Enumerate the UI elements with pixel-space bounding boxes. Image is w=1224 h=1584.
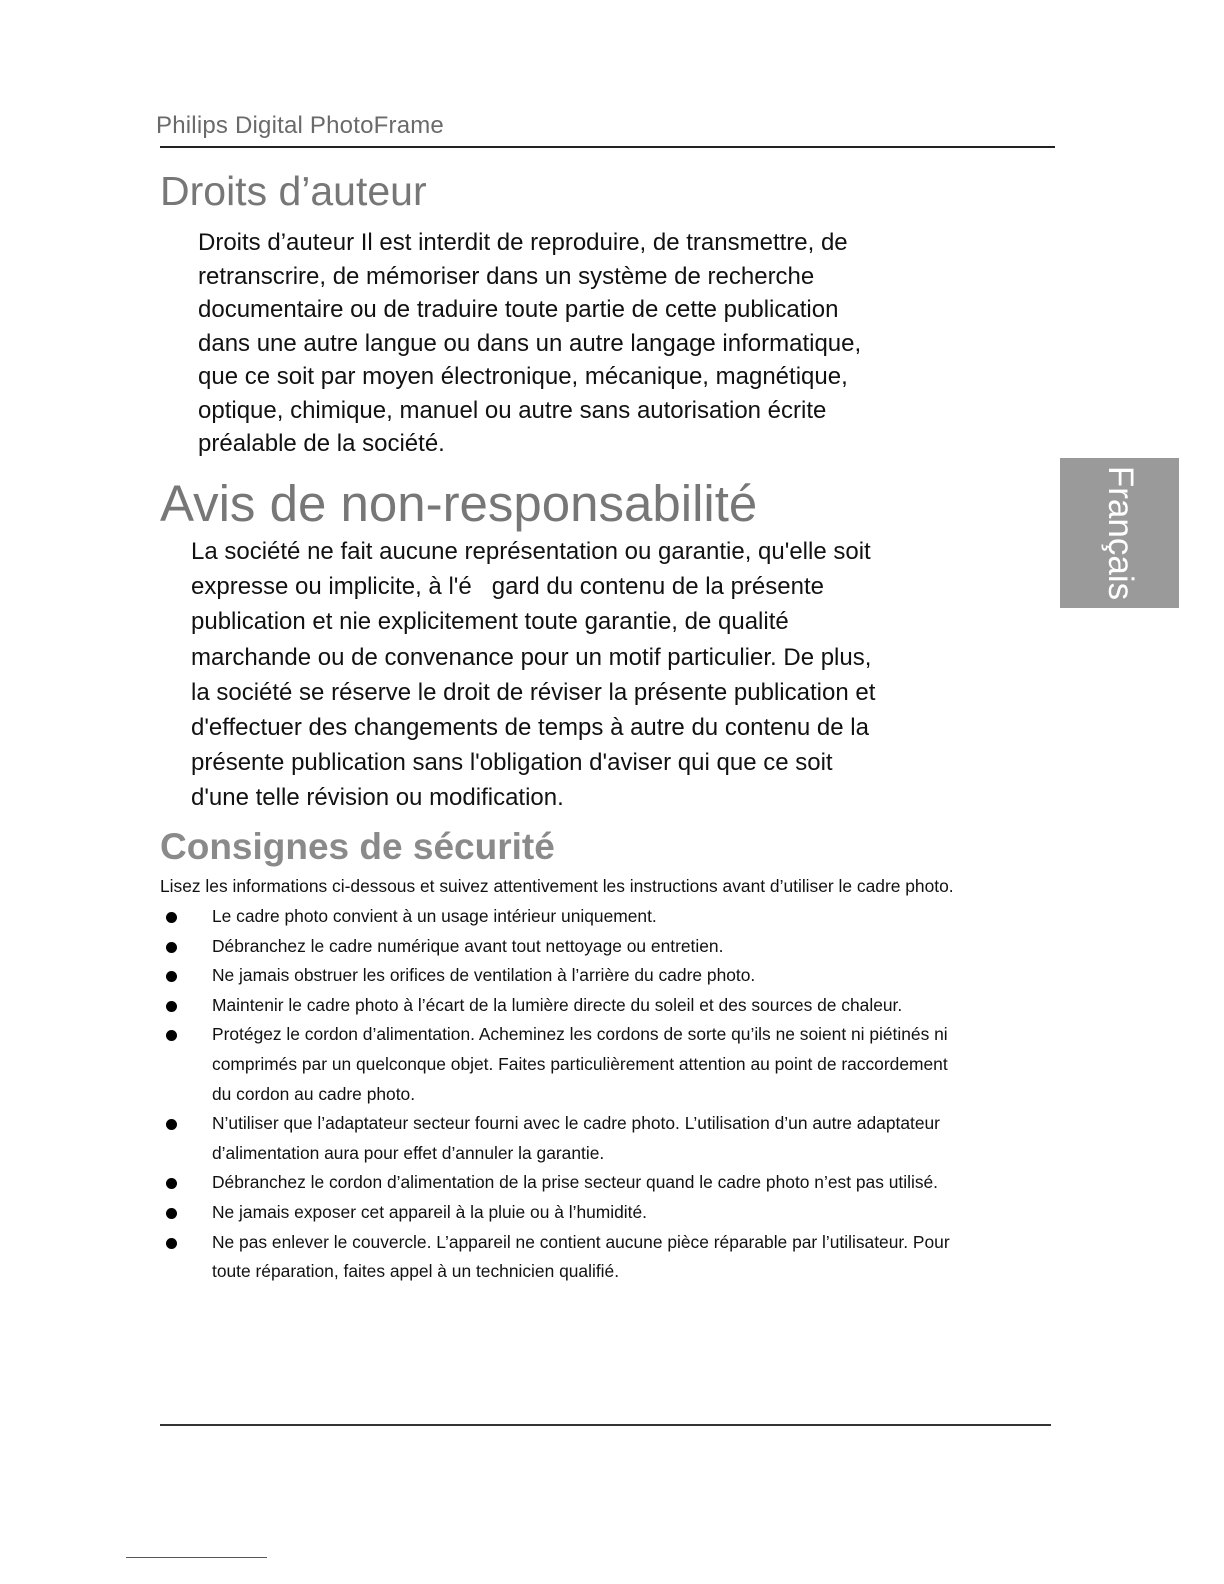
list-item (160, 1228, 1055, 1287)
list-item-line: Débranchez le cadre numérique avant tout nettoyage ou entretien. (212, 935, 724, 956)
paragraph-line: préalable de la société. (198, 430, 445, 457)
header-divider (160, 146, 1055, 148)
list-item-line: Ne pas enlever le couvercle. L’appareil ne contient aucune pièce réparable par l’utilisateur. Pour (212, 1231, 950, 1252)
list-item-line: N’utiliser que l’adaptateur secteur fourni avec le cadre photo. L’utilisation d’un autre adaptateur (212, 1113, 940, 1134)
safety-heading: Consignes de sécurité (160, 826, 555, 867)
list-item-line: d’alimentation aura pour effet d’annuler la garantie. (212, 1142, 605, 1163)
bullet-icon (166, 1238, 177, 1249)
language-tab (1060, 458, 1179, 608)
paragraph-line: Droits d’auteur Il est interdit de reproduire, de transmettre, de (198, 229, 848, 256)
list-item-line: du cordon au cadre photo. (212, 1083, 416, 1104)
document-header-title: Philips Digital PhotoFrame (156, 112, 444, 139)
paragraph-line: La société ne fait aucune représentation ou garantie, qu'elle soit (191, 538, 871, 565)
paragraph-line: d'effectuer des changements de temps à autre du contenu de la (191, 714, 869, 742)
list-item (160, 1020, 1055, 1109)
disclaimer-heading: Avis de non-responsabilité (160, 475, 758, 532)
paragraph-line: publication et nie explicitement toute garantie, de qualité (191, 608, 789, 636)
list-item (160, 902, 1055, 932)
list-item (160, 1109, 1055, 1168)
paragraph-line: la société se réserve le droit de réviser la présente publication et (191, 678, 876, 706)
safety-list (160, 902, 1055, 1287)
bullet-icon (166, 1208, 177, 1219)
paragraph-line: que ce soit par moyen électronique, mécanique, magnétique, (198, 363, 848, 390)
disclaimer-paragraph (191, 534, 875, 816)
bullet-icon (166, 1001, 177, 1012)
list-item-line: comprimés par un quelconque objet. Faites particulièrement attention au point de raccordement (212, 1053, 948, 1074)
list-item (160, 932, 1055, 962)
list-item-line: Maintenir le cadre photo à l’écart de la lumière directe du soleil et des sources de chaleur. (212, 994, 903, 1015)
bullet-icon (166, 1119, 177, 1130)
language-tab-label: Français (1100, 465, 1140, 601)
paragraph-line: expresse ou implicite, à l'é gard du contenu de la présente (191, 573, 824, 601)
paragraph-line: d'une telle révision ou modification. (191, 784, 564, 812)
footer-divider (160, 1424, 1051, 1426)
bullet-icon (166, 1178, 177, 1189)
copyright-heading: Droits d’auteur (160, 168, 427, 214)
list-item-line: Le cadre photo convient à un usage intérieur uniquement. (212, 906, 657, 926)
list-item-line: Ne jamais exposer cet appareil à la pluie ou à l’humidité. (212, 1201, 648, 1222)
paragraph-line: présente publication sans l'obligation d'aviser qui que ce soit (191, 749, 833, 777)
bullet-icon (166, 912, 177, 923)
corner-mark (126, 1557, 267, 1558)
bullet-icon (166, 1030, 177, 1041)
list-item (160, 1168, 1055, 1198)
paragraph-line: optique, chimique, manuel ou autre sans autorisation écrite (198, 396, 827, 424)
copyright-paragraph (198, 226, 861, 461)
list-item (160, 991, 1055, 1021)
bullet-icon (166, 971, 177, 982)
paragraph-line: documentaire ou de traduire toute partie de cette publication (198, 296, 839, 323)
list-item (160, 1198, 1055, 1228)
list-item-line: Ne jamais obstruer les orifices de ventilation à l’arrière du cadre photo. (212, 965, 756, 986)
list-item-line: Débranchez le cordon d’alimentation de la prise secteur quand le cadre photo n’est pas utilisé. (212, 1172, 939, 1193)
bullet-icon (166, 942, 177, 953)
list-item-line: toute réparation, faites appel à un technicien qualifié. (212, 1261, 620, 1282)
paragraph-line: dans une autre langue ou dans un autre langage informatique, (198, 329, 862, 357)
safety-intro: Lisez les informations ci-dessous et suivez attentivement les instructions avant d’utiliser le cadre photo. (160, 876, 954, 896)
list-item (160, 961, 1055, 991)
paragraph-line: retranscrire, de mémoriser dans un système de recherche (198, 262, 815, 290)
list-item-line: Protégez le cordon d’alimentation. Acheminez les cordons de sorte qu’ils ne soient ni piétinés ni (212, 1024, 948, 1045)
paragraph-line: marchande ou de convenance pour un motif particulier. De plus, (191, 643, 872, 671)
